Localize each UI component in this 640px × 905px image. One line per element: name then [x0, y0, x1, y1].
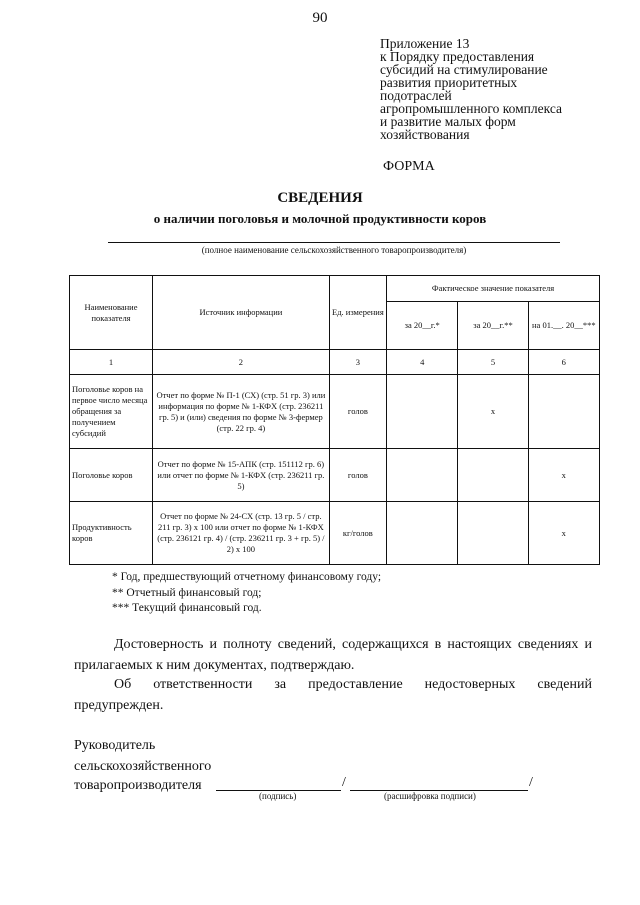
row-value-col5[interactable]: x	[458, 375, 528, 449]
document-title: СВЕДЕНИЯ	[277, 190, 363, 206]
header-col4: за 20__г.*	[387, 302, 458, 350]
header-unit: Ед. измерения	[329, 276, 386, 350]
row-value-col5[interactable]	[458, 502, 528, 565]
row-value-col6[interactable]	[528, 375, 599, 449]
row-value-col6[interactable]: x	[528, 449, 599, 502]
signer-title-line3: товаропроизводителя	[74, 778, 202, 793]
footnote: ** Отчетный финансовый год;	[112, 587, 262, 599]
appendix-line: развития приоритетных	[380, 75, 518, 90]
signature-decode-caption: (расшифровка подписи)	[384, 791, 476, 801]
row-value-col4[interactable]	[387, 502, 458, 565]
column-number: 3	[329, 350, 386, 375]
appendix-line: Приложение 13	[380, 36, 470, 51]
header-name: Наименование показателя	[70, 276, 153, 350]
table-row	[70, 502, 600, 565]
row-source: Отчет по форме № 15-АПК (стр. 151112 гр. 6) или отчет по форме № 1-КФХ (стр. 236211 гр. 5)	[153, 449, 330, 502]
form-label: ФОРМА	[383, 159, 435, 174]
row-value-col4[interactable]	[387, 449, 458, 502]
appendix-line: хозяйствования	[380, 127, 470, 142]
table-row	[70, 375, 600, 449]
row-unit: кг/голов	[329, 502, 386, 565]
signer-title-line2: сельскохозяйственного	[74, 759, 212, 774]
signature-caption: (подпись)	[259, 791, 297, 801]
appendix-line: субсидий на стимулирование	[380, 62, 548, 77]
column-number: 2	[153, 350, 330, 375]
row-name: Продуктивность коров	[70, 502, 153, 565]
appendix-line: подотраслей	[380, 88, 452, 103]
row-unit: голов	[329, 375, 386, 449]
header-actual: Фактическое значение показателя	[387, 276, 600, 302]
producer-name-caption: (полное наименование сельскохозяйственного товаропроизводителя)	[201, 245, 467, 255]
header-col5: за 20__г.**	[458, 302, 528, 350]
footnote: *** Текущий финансовый год.	[112, 602, 262, 614]
column-number: 4	[387, 350, 458, 375]
signature-slash: /	[342, 775, 346, 790]
header-source: Источник информации	[153, 276, 330, 350]
column-number: 1	[70, 350, 153, 375]
appendix-line: агропромышленного комплекса	[380, 101, 562, 116]
page-number: 90	[312, 10, 328, 26]
appendix-line: и развитие малых форм	[380, 114, 516, 129]
signature-slash-end: /	[529, 775, 533, 790]
row-name: Поголовье коров на первое число месяца обращения за получением субсидий	[70, 375, 153, 449]
row-value-col4[interactable]	[387, 375, 458, 449]
responsibility-paragraph: Об ответственности за предоставление недостоверных сведений предупрежден.	[74, 677, 592, 713]
data-table	[69, 275, 600, 565]
document-subtitle: о наличии поголовья и молочной продуктивности коров	[153, 211, 487, 226]
appendix-block	[380, 37, 630, 141]
row-name: Поголовье коров	[70, 449, 153, 502]
confirmation-paragraph: Достоверность и полноту сведений, содержащихся в настоящих сведениях и прилагаемых к ним документах, подтверждаю.	[74, 637, 592, 673]
header-col6: на 01.__. 20__***	[528, 302, 599, 350]
column-number: 6	[528, 350, 599, 375]
footnote: * Год, предшествующий отчетному финансовому году;	[112, 571, 382, 583]
row-source: Отчет по форме № П-1 (СХ) (стр. 51 гр. 3) или информация по форме № 1-КФХ (стр. 236211 гр. 5) и (или) сведения по форме № 3-фермер (стр. 22 гр. 4)	[153, 375, 330, 449]
table-row	[70, 449, 600, 502]
row-value-col6[interactable]: x	[528, 502, 599, 565]
producer-name-line[interactable]	[108, 242, 560, 243]
signer-title-line1: Руководитель	[74, 738, 156, 753]
appendix-line: к Порядку предоставления	[380, 49, 535, 64]
column-number: 5	[458, 350, 528, 375]
row-unit: голов	[329, 449, 386, 502]
row-source: Отчет по форме № 24-СХ (стр. 13 гр. 5 / стр. 211 гр. 3) x 100 или отчет по форме № 1-КФХ (стр. 236121 гр. 4) / (стр. 236211 гр. 3 + гр. 5) / 2) x 100	[153, 502, 330, 565]
row-value-col5[interactable]	[458, 449, 528, 502]
